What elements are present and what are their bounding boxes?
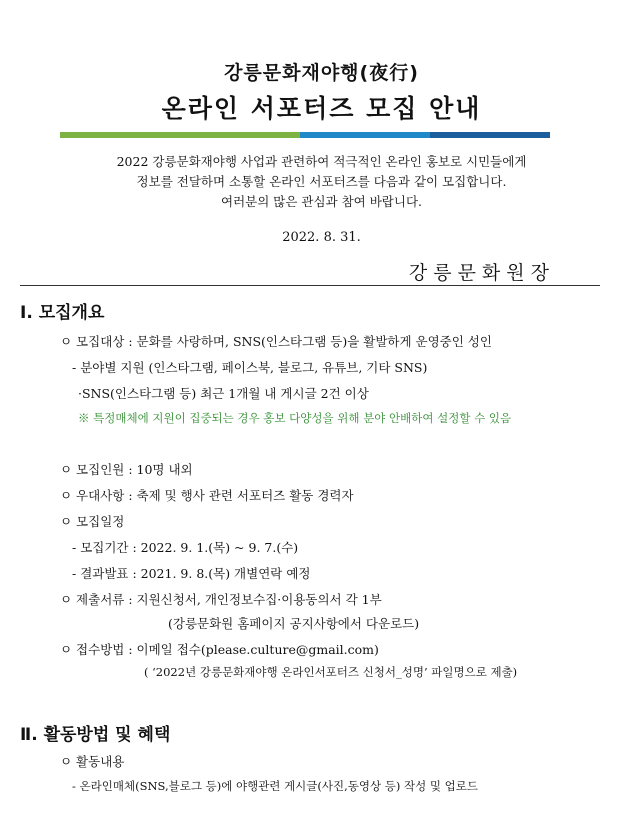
list-item: ㅇ 우대사항 : 축제 및 행사 관련 서포터즈 활동 경력자 <box>60 488 354 503</box>
list-item: - 온라인매체(SNS,블로그 등)에 야행관련 게시글(사진,동영상 등) 작성 및 업로드 <box>72 779 478 793</box>
list-item: ·SNS(인스타그램 등) 최근 1개월 내 게시글 2건 이상 <box>78 386 369 401</box>
intro-line: 2022 강릉문화재야행 사업과 관련하여 적극적인 온라인 홍보로 시민들에게 <box>116 154 527 169</box>
section-1-title: Ⅰ. 모집개요 <box>20 303 105 323</box>
section-2-title: Ⅱ. 활동방법 및 혜택 <box>20 725 171 745</box>
document-subtitle: 강릉문화재야행(夜行) <box>224 62 419 84</box>
document-title: 온라인 서포터즈 모집 안내 <box>161 94 482 123</box>
list-item: ( ‘2022년 강릉문화재야행 온라인서포터즈 신청서_성명’ 파일명으로 제출) <box>144 665 518 679</box>
title-divider-bar <box>60 132 550 138</box>
list-item: ㅇ 모집대상 : 문화를 사랑하며, SNS(인스타그램 등)을 활발하게 운영중인 성인 <box>60 334 492 349</box>
list-item: (강릉문화원 홈페이지 공지사항에서 다운로드) <box>168 616 420 631</box>
list-item: - 결과발표 : 2021. 9. 8.(목) 개별연락 예정 <box>72 566 311 581</box>
list-item: ㅇ 모집인원 : 10명 내외 <box>60 462 193 477</box>
list-item: ㅇ 제출서류 : 지원신청서, 개인정보수집·이용동의서 각 1부 <box>60 592 382 607</box>
list-item-note: ※ 특정매체에 지원이 집중되는 경우 홍보 다양성을 위해 분야 안배하여 설정할 수 있음 <box>78 411 512 425</box>
list-item: ㅇ 활동내용 <box>60 754 125 769</box>
list-item: - 모집기간 : 2022. 9. 1.(목) ~ 9. 7.(수) <box>72 540 299 555</box>
signature: 강릉문화원장 <box>408 262 555 284</box>
list-item: ㅇ 접수방법 : 이메일 접수(please.culture@gmail.com) <box>60 642 379 657</box>
divider-blue-segment <box>300 132 430 138</box>
divider-navy-segment <box>430 132 550 138</box>
divider-green-segment <box>60 132 300 138</box>
list-item: ㅇ 모집일정 <box>60 514 125 529</box>
intro-line: 여러분의 많은 관심과 참여 바랍니다. <box>221 194 422 209</box>
signature-rule <box>20 285 600 286</box>
list-item: - 분야별 지원 (인스타그램, 페이스북, 블로그, 유튜브, 기타 SNS) <box>72 360 428 375</box>
document-date: 2022. 8. 31. <box>282 230 361 245</box>
intro-line: 정보를 전달하며 소통할 온라인 서포터즈를 다음과 같이 모집합니다. <box>136 174 507 189</box>
